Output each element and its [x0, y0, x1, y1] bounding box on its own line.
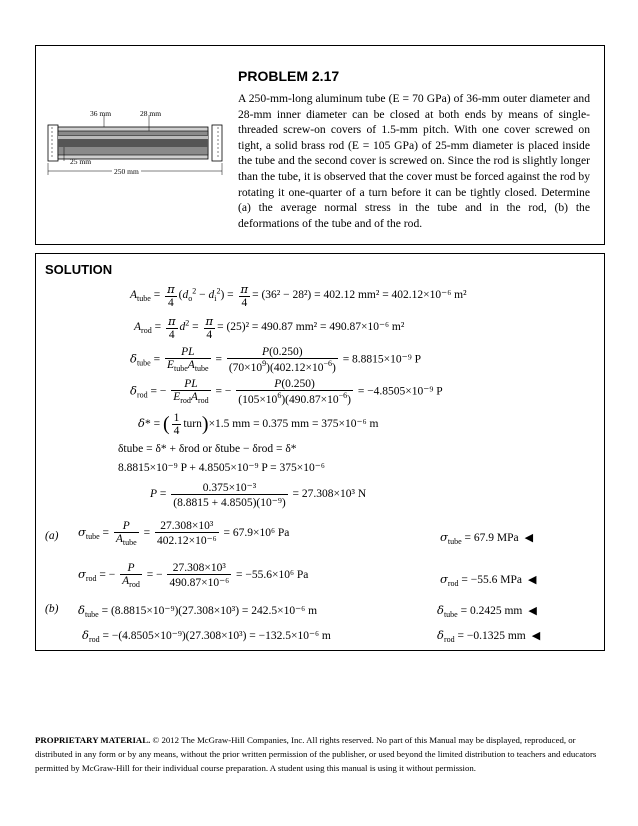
sigma-rod-numerator: 27.308×10³ [167, 562, 231, 575]
eq-def-tube: $\delta_{tube} = (8.8815\times 10^{-9})(27.308\times 10^3) = 242.5\times 10^{-6}$ m [78, 603, 318, 619]
dim-outer-label: 36 mm [90, 109, 112, 118]
eq-delta-tube: $\delta_{tube}$ = $\frac{PL}{E_{tube}A_{tube}}$ = $\frac{P(0.250)}{(70\times 10^9)(402.12\times 10^{-6})}$ = 8.8815×10⁻⁹ P [130, 346, 422, 374]
answer-marker-icon: ◀ [527, 573, 537, 586]
copyright-footer [35, 733, 605, 775]
answer-sigma-tube: $\sigma_{tube} = 67.9$ MPa ◀ [440, 530, 534, 546]
answer-def-tube-value: = 0.2425 mm [460, 605, 523, 617]
answer-marker-icon: ◀ [528, 604, 537, 617]
answer-sigma-tube-value: = 67.9 MPa [464, 532, 519, 544]
problem-text: A 250-mm-long aluminum tube (E = 70 GPa) of 36-mm outer diameter and 28-mm inner diameter can be closed at both ends by means of single-threaded screw-on covers of 1.5-mm pitch. With one cover screwed on tight, a solid brass rod (E = 105 GPa) of 25-mm diameter is placed inside the tube and the second cover is screwed on. Since the rod is slightly longer than the tube, it is observed that the cover must be forced against the rod by rotating it one-quarter of a turn before it can be tightly closed. Determine (a) the average normal stress in the tube and in the rod, (b) the deformations of the tube and of the rod. [238, 92, 590, 230]
eq-area-rod: $A_{rod}$ = $\frac{\pi}{4}$ $d^2$ = $\frac{\pi}{4}$ = (25)² = 490.87 mm² = 490.87×10⁻⁶ m² [134, 314, 405, 341]
eq-delta-star-rhs: ×1.5 mm = 0.375 mm = 375×10⁻⁶ m [208, 418, 379, 431]
dim-length-label: 250 mm [114, 167, 139, 176]
part-b-label: (b) [45, 603, 59, 615]
eq-area-tube: $A_{tube}$ = $\frac{\pi}{4}$ $(d_o^2 - d_i^2)$ = $\frac{\pi}{4}$ = (36² − 28²) = 402.12 mm² = 402.12×10⁻⁶ m² [130, 282, 467, 309]
eq-p-denominator: (8.8815 + 4.8505)(10⁻⁹) [173, 497, 286, 509]
def-tube-expression: = (8.8815×10⁻⁹)(27.308×10³) = 242.5×10⁻⁶ m [101, 605, 318, 617]
solution-heading: SOLUTION [45, 262, 113, 277]
eq-area-rod-rhs: = (25)² = 490.87 mm² = 490.87×10⁻⁶ m² [217, 321, 405, 334]
problem-title: PROBLEM 2.17 [238, 68, 340, 84]
answer-def-rod-value: = −0.1325 mm [457, 630, 526, 642]
eq-p-rhs: = 27.308×10³ N [292, 488, 367, 501]
answer-sigma-rod-value: = −55.6 MPa [461, 574, 522, 586]
sigma-tube-numerator: 27.308×10³ [155, 520, 219, 533]
sigma-rod-denominator: 490.87×10⁻⁶ [169, 577, 230, 589]
eq-delta-rod: $\delta_{rod}$ = − $\frac{PL}{E_{rod}A_{rod}}$ = − $\frac{P(0.250)}{(105\times 10^6)(490.87\times 10^{-6})}$ = −4.8505×10⁻⁹ P [130, 378, 443, 406]
eq-delta-rod-rhs: = −4.8505×10⁻⁹ P [357, 385, 443, 398]
answer-marker-icon: ◀ [524, 531, 534, 544]
answer-sigma-rod: $\sigma_{rod} = -55.6$ MPa ◀ [440, 572, 537, 588]
dim-inner-label: 28 mm [140, 109, 162, 118]
answer-def-rod: $\delta_{rod} = -0.1325$ mm ◀ [437, 628, 541, 644]
answer-def-tube: $\delta_{tube} = 0.2425$ mm ◀ [437, 603, 537, 619]
def-rod-expression: = −(4.8505×10⁻⁹)(27.308×10³) = −132.5×10⁻⁶ m [102, 630, 331, 642]
sigma-tube-denominator: 402.12×10⁻⁶ [156, 535, 217, 547]
sigma-tube-rhs: = 67.9×10⁶ Pa [223, 527, 290, 540]
eq-sigma-tube: $\sigma_{tube}$ = $\frac{P}{A_{tube}}$ = $\frac{\text{27.308×10³}}{\text{402.12×10⁻⁶}}$ = 67.9×10⁶ Pa [78, 520, 290, 547]
eq-sum: 8.8815×10⁻⁹ P + 4.8505×10⁻⁹ P = 375×10⁻⁶ [118, 462, 325, 474]
eq-delta-star: δ* = ( $\frac{1}{4}$ turn)×1.5 mm = 0.375 mm = 375×10⁻⁶ m [138, 412, 379, 437]
sigma-rod-rhs: = −55.6×10⁶ Pa [236, 569, 309, 582]
eq-p-numerator: 0.375×10⁻³ [171, 480, 287, 495]
eq-area-tube-rhs: = (36² − 28²) = 402.12 mm² = 402.12×10⁻⁶ m² [252, 289, 467, 302]
eq-compatibility: δtube = δ* + δrod or δtube − δrod = δ* [118, 443, 297, 455]
eq-sigma-rod: $\sigma_{rod}$ = − $\frac{P}{A_{rod}}$ = − $\frac{\text{27.308×10³}}{\text{490.87×10⁻⁶}}$ = −55.6×10⁶ Pa [78, 562, 309, 589]
eq-def-rod: $\delta_{rod} = -(4.8505\times 10^{-9})(27.308\times 10^3) = -132.5\times 10^{-6}$ m [82, 628, 331, 644]
eq-delta-tube-rhs: = 8.8815×10⁻⁹ P [342, 353, 422, 366]
part-a-label: (a) [45, 530, 59, 542]
eq-p: P = $\frac{\text{0.375×10⁻³}}{\text{(8.8815 + 4.8505)(10⁻⁹)}}$ = 27.308×10³ N [150, 482, 367, 509]
footer-bold: PROPRIETARY MATERIAL. [35, 735, 151, 745]
dim-rod-label: 25 mm [70, 157, 92, 166]
footer-text: © 2012 The McGraw-Hill Companies, Inc. All rights reserved. No part of this Manual may be displayed, reproduced, or distributed in any form or by any means, without the prior written permission of the publisher, or used beyond the limited distribution to teachers and educators permitted by McGraw-Hill for their individual course preparation. A student using this manual is using it without permission. [35, 735, 597, 773]
answer-marker-icon: ◀ [531, 629, 541, 642]
